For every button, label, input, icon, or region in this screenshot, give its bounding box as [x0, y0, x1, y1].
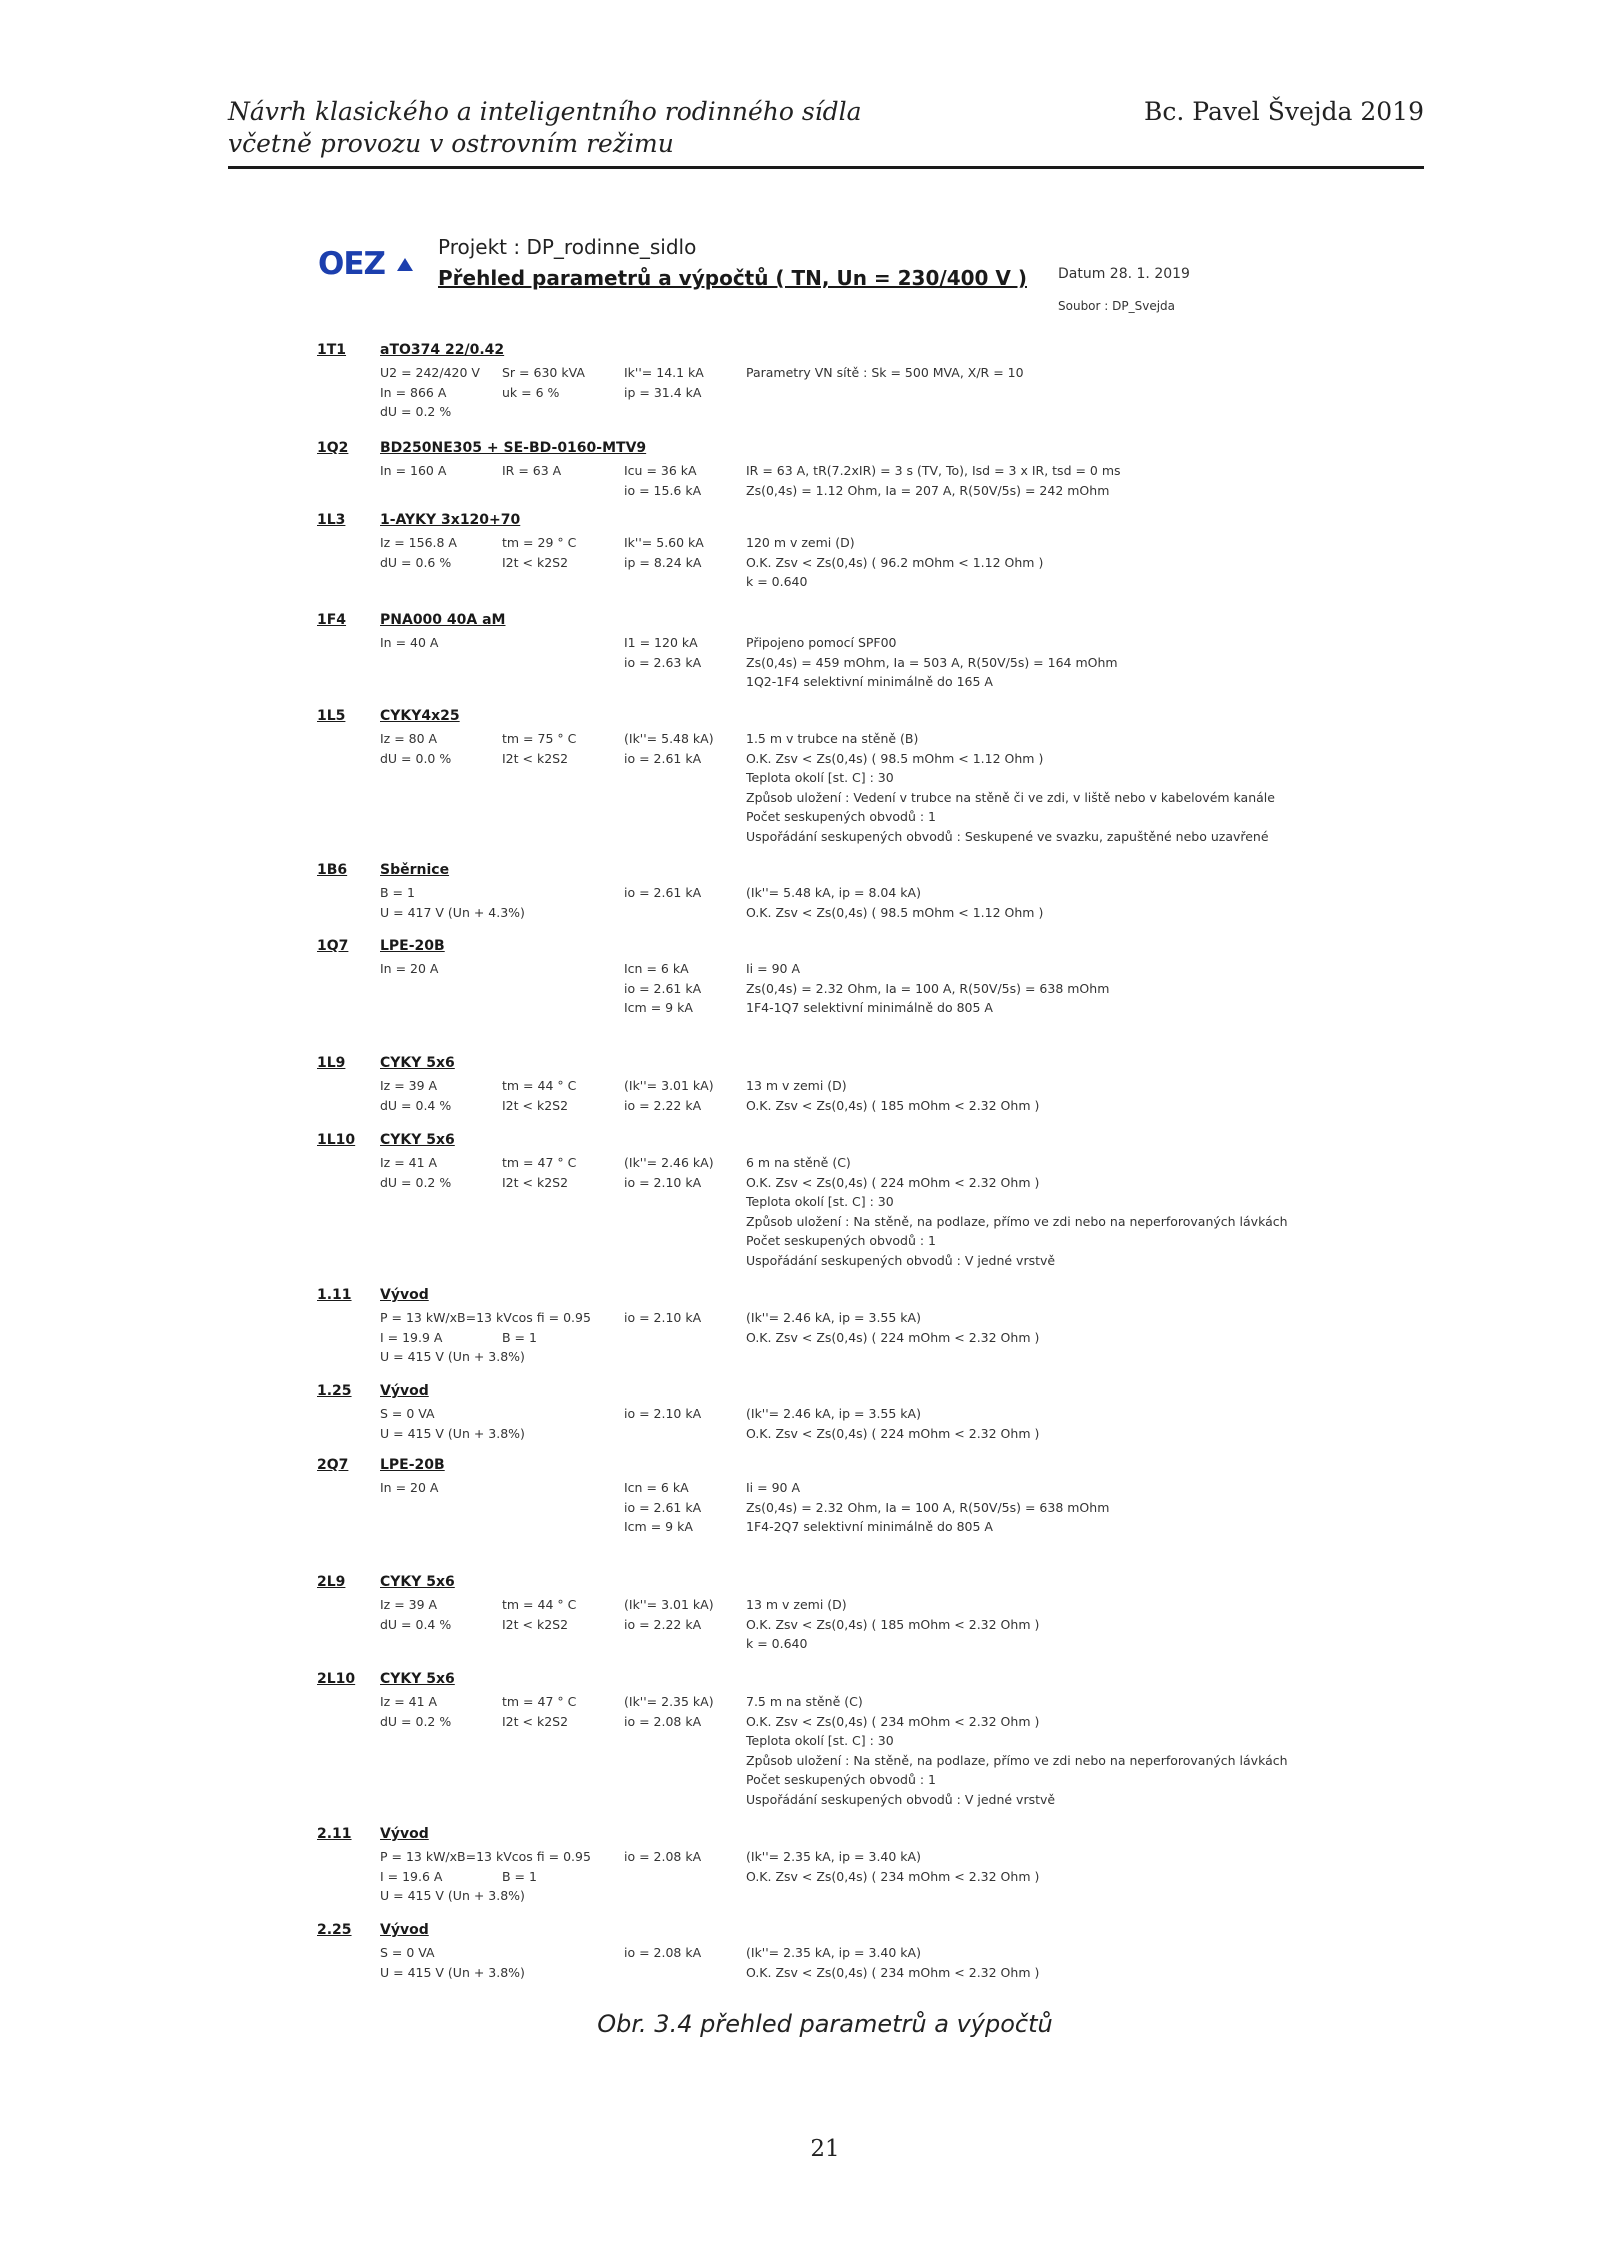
param-col1: dU = 0.2 % — [380, 1713, 452, 1729]
author-year: Bc. Pavel Švejda 2019 — [1143, 97, 1424, 126]
param-col1: I = 19.9 A — [380, 1329, 443, 1345]
item-name: PNA000 40A aM — [380, 612, 506, 628]
param-col3: io = 2.61 kA — [624, 885, 702, 900]
param-col4: 6 m na stěně (C) — [746, 1155, 851, 1170]
param-col4: 1Q2-1F4 selektivní minimálně do 165 A — [746, 674, 993, 689]
param-col1: Iz = 80 A — [380, 731, 438, 746]
item-name: LPE-20B — [380, 1457, 445, 1473]
param-col4: Zs(0,4s) = 459 mOhm, Ia = 503 A, R(50V/5s) = 164 mOhm — [746, 654, 1118, 670]
param-col3: io = 2.61 kA — [624, 1499, 702, 1515]
thesis-title-line1: Návrh klasického a inteligentního rodinného sídla — [228, 97, 862, 126]
param-col4: 1.5 m v trubce na stěně (B) — [746, 731, 919, 746]
param-col4: Způsob uložení : Na stěně, na podlaze, přímo ve zdi nebo na neperforovaných lávkách — [746, 1213, 1288, 1229]
param-col3: io = 2.10 kA — [624, 1174, 702, 1190]
param-col2: I2t < k2S2 — [502, 1097, 569, 1113]
param-col3: io = 2.10 kA — [624, 1406, 702, 1421]
param-col1: Iz = 41 A — [380, 1694, 438, 1709]
param-col3: io = 2.61 kA — [624, 980, 702, 996]
param-col1: P = 13 kW/xB=13 kVcos fi = 0.95 — [380, 1849, 591, 1864]
param-col1: dU = 0.0 % — [380, 750, 452, 766]
param-col4: Ii = 90 A — [746, 1480, 801, 1495]
param-col1: dU = 0.6 % — [380, 554, 452, 570]
param-col1: Iz = 41 A — [380, 1155, 438, 1170]
param-col1: Iz = 156.8 A — [380, 535, 457, 550]
param-col4: Způsob uložení : Na stěně, na podlaze, přímo ve zdi nebo na neperforovaných lávkách — [746, 1752, 1288, 1768]
item-name: CYKY4x25 — [380, 708, 460, 724]
param-col1: U = 415 V (Un + 3.8%) — [380, 1888, 525, 1903]
param-col1: U = 415 V (Un + 3.8%) — [380, 1964, 525, 1980]
param-col4: Počet seskupených obvodů : 1 — [746, 809, 936, 824]
param-col4: Připojeno pomocí SPF00 — [746, 635, 897, 650]
param-col4: Zs(0,4s) = 1.12 Ohm, Ia = 207 A, R(50V/5s) = 242 mOhm — [746, 482, 1110, 498]
item-code: 1Q7 — [317, 938, 349, 954]
item-name: Vývod — [380, 1826, 429, 1842]
param-col1: U = 415 V (Un + 3.8%) — [380, 1425, 525, 1441]
item-name: CYKY 5x6 — [380, 1055, 455, 1071]
param-col1: In = 20 A — [380, 961, 439, 976]
param-col4: (Ik''= 2.35 kA, ip = 3.40 kA) — [746, 1945, 921, 1960]
param-col3: io = 2.08 kA — [624, 1849, 702, 1864]
item-code: 2Q7 — [317, 1457, 349, 1473]
item-code: 1L3 — [317, 512, 346, 528]
param-col1: I = 19.6 A — [380, 1868, 443, 1884]
param-col1: dU = 0.4 % — [380, 1616, 452, 1632]
thesis-title-line2: včetně provozu v ostrovním režimu — [228, 129, 674, 158]
param-col4: Způsob uložení : Vedení v trubce na stěně či ve zdi, v liště nebo v kabelovém kanále — [746, 789, 1275, 805]
item-code: 2L9 — [317, 1574, 346, 1590]
param-col4: Parametry VN sítě : Sk = 500 MVA, X/R = 10 — [746, 365, 1024, 380]
param-col2: Sr = 630 kVA — [502, 365, 585, 380]
param-col4: O.K. Zsv < Zs(0,4s) ( 224 mOhm < 2.32 Ohm ) — [746, 1174, 1040, 1190]
param-col4: 13 m v zemi (D) — [746, 1597, 847, 1612]
param-col4: O.K. Zsv < Zs(0,4s) ( 234 mOhm < 2.32 Ohm ) — [746, 1713, 1040, 1729]
param-col3: io = 2.22 kA — [624, 1616, 702, 1632]
param-col4: 120 m v zemi (D) — [746, 535, 855, 550]
param-col4: O.K. Zsv < Zs(0,4s) ( 185 mOhm < 2.32 Ohm ) — [746, 1097, 1040, 1113]
param-col1: In = 160 A — [380, 463, 447, 478]
param-col4: (Ik''= 2.46 kA, ip = 3.55 kA) — [746, 1310, 921, 1325]
param-col1: U2 = 242/420 V — [380, 365, 480, 380]
param-col2: I2t < k2S2 — [502, 750, 569, 766]
param-col2: tm = 29 ° C — [502, 535, 577, 550]
item-name: BD250NE305 + SE-BD-0160-MTV9 — [380, 440, 647, 456]
param-col2: uk = 6 % — [502, 384, 560, 400]
param-col1: Iz = 39 A — [380, 1597, 438, 1612]
param-col1: In = 866 A — [380, 384, 447, 400]
item-code: 2L10 — [317, 1671, 356, 1687]
param-col4: (Ik''= 5.48 kA, ip = 8.04 kA) — [746, 885, 921, 900]
param-col3: io = 2.61 kA — [624, 750, 702, 766]
item-name: aTO374 22/0.42 — [380, 342, 505, 358]
param-col3: (Ik''= 2.35 kA) — [624, 1694, 714, 1709]
report-date: Datum 28. 1. 2019 — [1058, 266, 1190, 282]
param-col4: Ii = 90 A — [746, 961, 801, 976]
oez-logo: OEZ — [318, 246, 386, 282]
item-name: Sběrnice — [380, 862, 450, 878]
param-col4: O.K. Zsv < Zs(0,4s) ( 224 mOhm < 2.32 Ohm ) — [746, 1329, 1040, 1345]
param-col2: tm = 47 ° C — [502, 1155, 577, 1170]
report-file: Soubor : DP_Svejda — [1058, 299, 1176, 313]
param-col4: Zs(0,4s) = 2.32 Ohm, Ia = 100 A, R(50V/5s) = 638 mOhm — [746, 1499, 1110, 1515]
item-name: Vývod — [380, 1287, 429, 1303]
param-col3: Ik''= 14.1 kA — [624, 365, 704, 380]
param-col1: S = 0 VA — [380, 1406, 435, 1421]
param-col3: (Ik''= 2.46 kA) — [624, 1155, 714, 1170]
figure-caption: Obr. 3.4 přehled parametrů a výpočtů — [597, 2010, 1053, 2038]
param-col3: Icm = 9 kA — [624, 1000, 693, 1015]
item-name: CYKY 5x6 — [380, 1132, 455, 1148]
item-code: 1B6 — [317, 862, 348, 878]
param-col4: 13 m v zemi (D) — [746, 1078, 847, 1093]
param-col4: O.K. Zsv < Zs(0,4s) ( 98.5 mOhm < 1.12 Ohm ) — [746, 904, 1044, 920]
item-name: Vývod — [380, 1922, 429, 1938]
param-col4: Teplota okolí [st. C] : 30 — [746, 1733, 894, 1748]
param-col2: B = 1 — [502, 1868, 537, 1884]
param-col1: dU = 0.4 % — [380, 1097, 452, 1113]
param-col2: I2t < k2S2 — [502, 1713, 569, 1729]
page-number: 21 — [810, 2136, 840, 2162]
param-col2: tm = 75 ° C — [502, 731, 577, 746]
param-col4: 1F4-1Q7 selektivní minimálně do 805 A — [746, 1000, 993, 1015]
param-col4: 7.5 m na stěně (C) — [746, 1694, 863, 1709]
item-code: 1F4 — [317, 612, 347, 628]
param-col1: U = 415 V (Un + 3.8%) — [380, 1349, 525, 1364]
param-col4: Teplota okolí [st. C] : 30 — [746, 1194, 894, 1209]
param-col3: Icu = 36 kA — [624, 463, 697, 478]
param-col4: Uspořádání seskupených obvodů : V jedné vrstvě — [746, 1791, 1056, 1807]
param-col1: B = 1 — [380, 885, 415, 900]
item-code: 1.25 — [317, 1383, 352, 1399]
param-col4: O.K. Zsv < Zs(0,4s) ( 185 mOhm < 2.32 Ohm ) — [746, 1616, 1040, 1632]
param-col4: k = 0.640 — [746, 1636, 808, 1651]
report-title: Přehled parametrů a výpočtů ( TN, Un = 230/400 V ) — [438, 266, 1027, 290]
param-col1: In = 20 A — [380, 1480, 439, 1495]
param-col3: io = 15.6 kA — [624, 482, 702, 498]
param-col3: ip = 31.4 kA — [624, 384, 702, 400]
param-col3: Icn = 6 kA — [624, 961, 689, 976]
param-col3: io = 2.08 kA — [624, 1713, 702, 1729]
param-col1: dU = 0.2 % — [380, 404, 452, 419]
param-col3: Ik''= 5.60 kA — [624, 535, 704, 550]
item-code: 1L10 — [317, 1132, 356, 1148]
item-name: Vývod — [380, 1383, 429, 1399]
item-code: 1L9 — [317, 1055, 346, 1071]
item-code: 1Q2 — [317, 440, 349, 456]
item-name: 1-AYKY 3x120+70 — [380, 512, 521, 528]
param-col2: tm = 47 ° C — [502, 1694, 577, 1709]
param-col2: IR = 63 A — [502, 463, 562, 478]
param-col4: Počet seskupených obvodů : 1 — [746, 1772, 936, 1787]
param-col2: tm = 44 ° C — [502, 1597, 577, 1612]
param-col3: (Ik''= 3.01 kA) — [624, 1078, 714, 1093]
param-col4: Uspořádání seskupených obvodů : V jedné vrstvě — [746, 1252, 1056, 1268]
item-code: 2.25 — [317, 1922, 352, 1938]
item-code: 1L5 — [317, 708, 346, 724]
param-col4: (Ik''= 2.35 kA, ip = 3.40 kA) — [746, 1849, 921, 1864]
item-name: CYKY 5x6 — [380, 1671, 455, 1687]
param-col3: (Ik''= 5.48 kA) — [624, 731, 714, 746]
param-col4: Uspořádání seskupených obvodů : Seskupené ve svazku, zapuštěné nebo uzavřené — [746, 828, 1269, 844]
project-name: Projekt : DP_rodinne_sidlo — [438, 235, 697, 259]
param-col3: io = 2.22 kA — [624, 1097, 702, 1113]
param-col3: I1 = 120 kA — [624, 635, 698, 650]
param-col4: O.K. Zsv < Zs(0,4s) ( 224 mOhm < 2.32 Ohm ) — [746, 1425, 1040, 1441]
param-col3: Icn = 6 kA — [624, 1480, 689, 1495]
param-col3: ip = 8.24 kA — [624, 554, 702, 570]
item-code: 1T1 — [317, 342, 347, 358]
param-col4: O.K. Zsv < Zs(0,4s) ( 98.5 mOhm < 1.12 Ohm ) — [746, 750, 1044, 766]
item-name: LPE-20B — [380, 938, 445, 954]
param-col3: (Ik''= 3.01 kA) — [624, 1597, 714, 1612]
param-col3: io = 2.08 kA — [624, 1945, 702, 1960]
param-col4: O.K. Zsv < Zs(0,4s) ( 234 mOhm < 2.32 Ohm ) — [746, 1868, 1040, 1884]
oez-logo-triangle-icon — [397, 258, 413, 271]
param-col4: O.K. Zsv < Zs(0,4s) ( 234 mOhm < 2.32 Ohm ) — [746, 1964, 1040, 1980]
param-col2: I2t < k2S2 — [502, 1616, 569, 1632]
param-col4: Teplota okolí [st. C] : 30 — [746, 770, 894, 785]
param-col1: In = 40 A — [380, 635, 439, 650]
item-code: 2.11 — [317, 1826, 352, 1842]
param-col4: IR = 63 A, tR(7.2xIR) = 3 s (TV, To), Isd = 3 x IR, tsd = 0 ms — [746, 463, 1121, 478]
param-col4: 1F4-2Q7 selektivní minimálně do 805 A — [746, 1519, 993, 1534]
param-col2: tm = 44 ° C — [502, 1078, 577, 1093]
param-col1: U = 417 V (Un + 4.3%) — [380, 904, 525, 920]
param-col4: Zs(0,4s) = 2.32 Ohm, Ia = 100 A, R(50V/5s) = 638 mOhm — [746, 980, 1110, 996]
param-col3: io = 2.63 kA — [624, 654, 702, 670]
param-col2: B = 1 — [502, 1329, 537, 1345]
param-col2: I2t < k2S2 — [502, 1174, 569, 1190]
param-col1: P = 13 kW/xB=13 kVcos fi = 0.95 — [380, 1310, 591, 1325]
item-name: CYKY 5x6 — [380, 1574, 455, 1590]
param-col4: O.K. Zsv < Zs(0,4s) ( 96.2 mOhm < 1.12 Ohm ) — [746, 554, 1044, 570]
param-col3: io = 2.10 kA — [624, 1310, 702, 1325]
param-col4: Počet seskupených obvodů : 1 — [746, 1233, 936, 1248]
param-col4: k = 0.640 — [746, 574, 808, 589]
param-col1: dU = 0.2 % — [380, 1174, 452, 1190]
param-col1: S = 0 VA — [380, 1945, 435, 1960]
param-col4: (Ik''= 2.46 kA, ip = 3.55 kA) — [746, 1406, 921, 1421]
item-code: 1.11 — [317, 1287, 352, 1303]
param-col3: Icm = 9 kA — [624, 1519, 693, 1534]
param-col2: I2t < k2S2 — [502, 554, 569, 570]
param-col1: Iz = 39 A — [380, 1078, 438, 1093]
